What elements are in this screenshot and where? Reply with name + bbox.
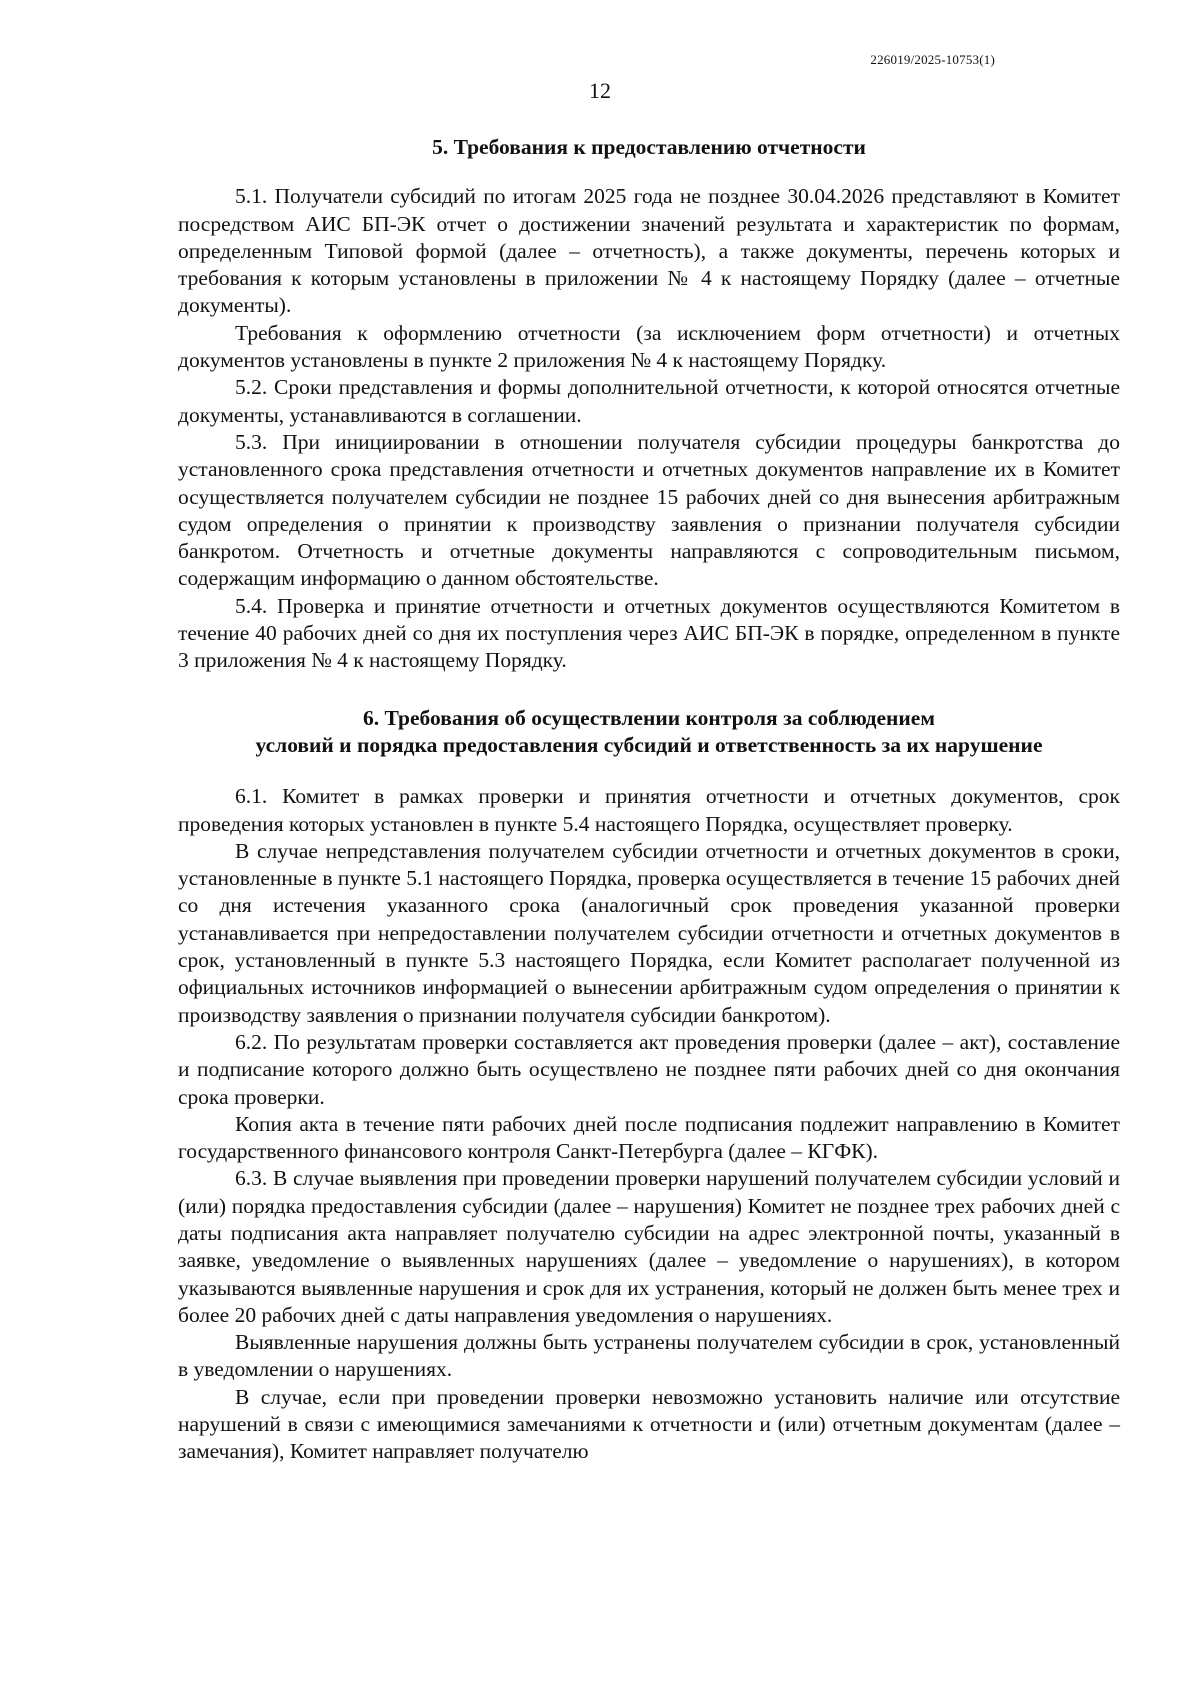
page-number: 12 [589, 78, 611, 103]
paragraph-6-2: 6.2. По результатам проверки составляется акт проведения проверки (далее – акт), составление и подписание которого должно быть осуществлено не позднее пяти рабочих дней со дня окончания срока проверки. [178, 1029, 1120, 1109]
document-body [178, 134, 1120, 1466]
document-registration-number: 226019/2025-10753(1) [870, 52, 995, 67]
paragraph-6-3-remarks: В случае, если при проведении проверки невозможно установить наличие или отсутствие нарушений в связи с имеющимися замечаниями к отчетности и (или) отчетным документам (далее – замечания), Комитет направляет получателю [178, 1384, 1120, 1464]
section-5-title: 5. Требования к предоставлению отчетности [432, 135, 866, 159]
paragraph-5-1-requirements: Требования к оформлению отчетности (за исключением форм отчетности) и отчетных документов установлены в пункте 2 приложения № 4 к настоящему Порядку. [178, 320, 1120, 373]
paragraph-5-4: 5.4. Проверка и принятие отчетности и отчетных документов осуществляются Комитетом в течение 40 рабочих дней со дня их поступления через АИС БП-ЭК в порядке, определенном в пункте 3 приложения № 4 к настоящему Порядку. [178, 593, 1120, 673]
paragraph-6-2-act-copy: Копия акта в течение пяти рабочих дней после подписания подлежит направлению в Комитет государственного финансового контроля Санкт-Петербурга (далее – КГФК). [178, 1111, 1120, 1164]
paragraph-6-1-nonsubmission: В случае непредставления получателем субсидии отчетности и отчетных документов в сроки, установленные в пункте 5.1 настоящего Порядка, проверка осуществляется в течение 15 рабочих дней со дня истечения указанного срока (аналогичный срок проведения указанной проверки устанавливается при непредоставлении получателем субсидии отчетности и отчетных документов в срок, установленный в пункте 5.3 настоящего Порядка, если Комитет располагает полученной из официальных источников информацией о вынесении арбитражным судом определения о принятии к производству заявления о признании получателя субсидии банкротом). [178, 838, 1120, 1027]
paragraph-6-3-elimination: Выявленные нарушения должны быть устранены получателем субсидии в срок, установленный в уведомлении о нарушениях. [178, 1330, 1120, 1382]
section-6-title-line-1: 6. Требования об осуществлении контроля за соблюдением [363, 705, 935, 730]
paragraph-5-3: 5.3. При инициировании в отношении получателя субсидии процедуры банкротства до установленного срока представления отчетности и отчетных документов направление их в Комитет осуществляется получателем субсидии не позднее 15 рабочих дней со дня вынесения арбитражным судом определения о принятии к производству заявления о признании получателя субсидии банкротом. Отчетность и отчетные документы направляются с сопроводительным письмом, содержащим информацию о данном обстоятельстве. [178, 429, 1120, 591]
paragraph-5-2: 5.2. Сроки представления и формы дополнительной отчетности, к которой относятся отчетные документы, устанавливаются в соглашении. [178, 375, 1120, 427]
section-6-title [178, 705, 1120, 760]
section-6-title-line-2: условий и порядка предоставления субсидий и ответственность за их нарушение [255, 732, 1043, 757]
paragraph-6-3: 6.3. В случае выявления при проведении проверки нарушений получателем субсидии условий и (или) порядка предоставления субсидии (далее – нарушения) Комитет не позднее трех рабочих дней с даты подписания акта направляет получателю субсидии на адрес электронной почты, указанный в заявке, уведомление о выявленных нарушениях (далее – уведомление о нарушениях), в котором указываются выявленные нарушения и срок для их устранения, который не должен быть менее трех и более 20 рабочих дней с даты направления уведомления о нарушениях. [178, 1166, 1120, 1327]
paragraph-6-1: 6.1. Комитет в рамках проверки и принятия отчетности и отчетных документов, срок проведения которых установлен в пункте 5.4 настоящего Порядка, осуществляет проверку. [178, 784, 1120, 836]
paragraph-5-1: 5.1. Получатели субсидий по итогам 2025 года не позднее 30.04.2026 представляют в Комитет посредством АИС БП-ЭК отчет о достижении значений результата и характеристик по формам, определенным Типовой формой (далее – отчетность), а также документы, перечень которых и требования к которым установлены в приложении № 4 к настоящему Порядку (далее – отчетные документы). [178, 184, 1120, 318]
